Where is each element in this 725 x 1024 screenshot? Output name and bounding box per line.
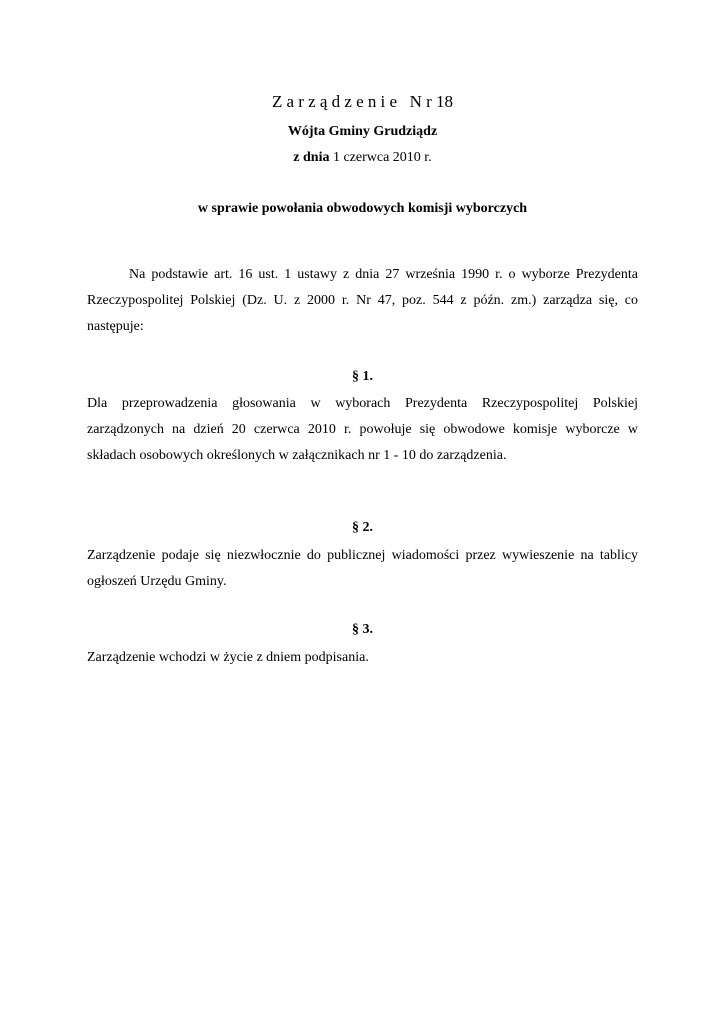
section-2-heading: § 2. <box>352 520 373 535</box>
section-line: Dla przeprowadzenia głosowania w wyborach Prezydenta Rzeczypospolitej Polskiej <box>87 396 638 411</box>
document-date <box>0 150 725 166</box>
intro-line: następuje: <box>87 319 144 334</box>
section-3-heading: § 3. <box>352 622 373 637</box>
section-line: składach osobowych określonych w załącznikach nr 1 - 10 do zarządzenia. <box>87 448 507 463</box>
section-line: Zarządzenie wchodzi w życie z dniem podpisania. <box>87 650 369 665</box>
section-3-body <box>87 645 638 671</box>
section-1-heading: § 1. <box>352 369 373 384</box>
section-1-body <box>87 391 638 469</box>
title-nr: Nr <box>409 92 437 111</box>
date-prefix: z dnia <box>293 150 330 165</box>
date-value: 1 czerwca 2010 r. <box>332 150 432 165</box>
document-subject: w sprawie powołania obwodowych komisji wyborczych <box>197 201 528 216</box>
intro-line: Rzeczypospolitej Polskiej (Dz. U. z 2000 r. Nr 47, poz. 544 z późn. zm.) zarządza się, co <box>87 293 638 308</box>
title-word: Zarządzenie <box>271 92 402 111</box>
intro-line: Na podstawie art. 16 ust. 1 ustawy z dnia 27 września 1990 r. o wyborze Prezydenta <box>129 267 638 282</box>
section-2-body <box>87 543 638 595</box>
section-line: Zarządzenie podaje się niezwłocznie do publicznej wiadomości przez wywieszenie na tablicy <box>87 548 638 563</box>
section-line: zarządzonych na dzień 20 czerwca 2010 r. powołuje się obwodowe komisje wyborcze w <box>87 422 638 437</box>
document-title <box>0 92 725 112</box>
section-line: ogłoszeń Urzędu Gminy. <box>87 574 227 589</box>
title-number: 18 <box>436 92 454 111</box>
issuer: Wójta Gminy Grudziądz <box>287 124 438 139</box>
intro-paragraph <box>87 262 638 340</box>
